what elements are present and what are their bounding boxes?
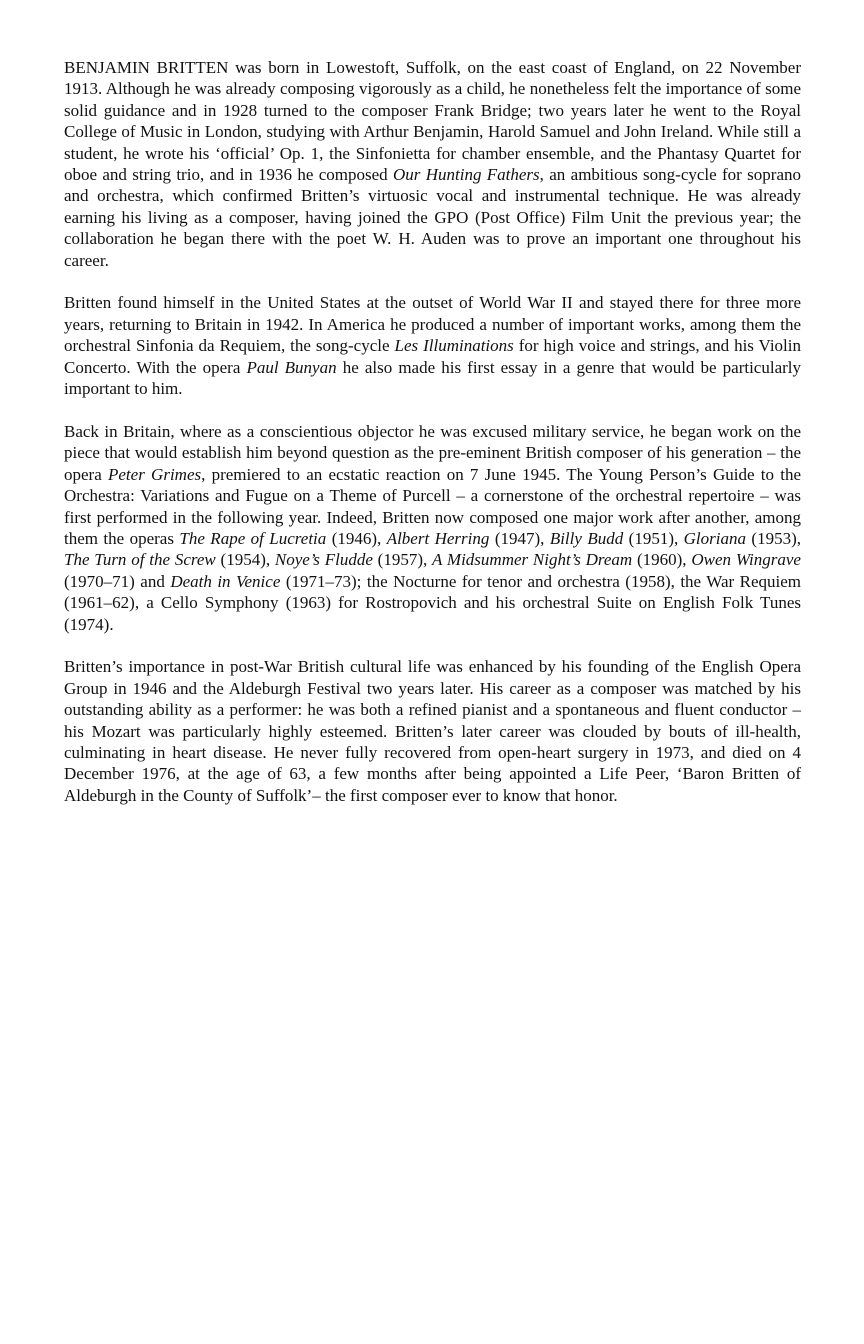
work-title: Paul Bunyan xyxy=(246,357,337,377)
text-segment: (1954), xyxy=(215,550,275,570)
biography-article xyxy=(64,57,801,806)
paragraph-4 xyxy=(64,656,801,806)
work-title: Owen Wingrave xyxy=(691,550,801,570)
text-segment: BENJAMIN BRITTEN was born in Lowestoft, Suffolk, on the east coast of England, on 22 November 1913. Although he was already composing vigorously as a child, he nonetheless felt the importance of some solid guidance and in 1928 turned to the composer Frank Bridge; two years later he went to the Royal College of Music in London, studying with Arthur Benjamin, Harold Samuel and John Ireland. While still a student, he wrote his ‘official’ Op. 1, the Sinfonietta for chamber ensemble, and the Phantasy Quartet for oboe and string trio, and in 1936 he composed xyxy=(64,58,801,185)
work-title: Les Illuminations xyxy=(394,336,514,356)
work-title: The Rape of Lucretia xyxy=(179,528,327,548)
text-segment: (1951), xyxy=(623,528,684,548)
text-segment: (1946), xyxy=(326,528,387,548)
text-segment: (1971–73); the Nocturne for tenor and orchestra (1958), the War Requiem (1961–62), a Cello Symphony (1963) for Rostropovich and his orchestral Suite on English Folk Tunes (1974). xyxy=(64,571,801,634)
text-segment: he also made his first essay in a genre that would be particularly important to him. xyxy=(64,357,802,399)
text-segment: (1947), xyxy=(489,528,550,548)
text-segment: Back in Britain, where as a conscientious objector he was excused military service, he began work on the piece that would establish him beyond question as the pre-eminent British composer of his generation – the opera xyxy=(64,421,801,484)
text-segment: (1957), xyxy=(372,550,433,570)
work-title: The Turn of the Screw xyxy=(64,550,216,570)
text-segment: , premiered to an ecstatic reaction on 7 June 1945. The Young Person’s Guide to the Orchestra: Variations and Fugue on a Theme of Purcell – a cornerstone of the orchestral repertoire – was first performed in the following year. Indeed, Britten now composed one major work after another, among them the operas xyxy=(64,464,801,548)
text-segment: Britten found himself in the United States at the outset of World War II and stayed there for three more years, returning to Britain in 1942. In America he produced a number of important works, among them the orchestral Sinfonia da Requiem, the song-cycle xyxy=(64,293,801,356)
text-segment: (1960), xyxy=(632,550,692,570)
text-segment: Britten’s importance in post-War British cultural life was enhanced by his founding of the English Opera Group in 1946 and the Aldeburgh Festival two years later. His career as a composer was matched by his outstanding ability as a performer: he was both a refined pianist and a spontaneous and fluent conductor – his Mozart was particularly highly esteemed. Britten’s later career was clouded by bouts of ill-health, culminating in heart disease. He never fully recovered from open-heart surgery in 1973, and died on 4 December 1976, at the age of 63, a few months after being appointed a Life Peer, ‘Baron Britten of Aldeburgh in the County of Suffolk’– the first composer ever to know that honor. xyxy=(64,657,801,805)
work-title: Peter Grimes xyxy=(108,464,202,484)
work-title: A Midsummer Night’s Dream xyxy=(432,550,633,570)
text-segment: for high voice and strings, and his Violin Concerto. With the opera xyxy=(64,336,801,377)
work-title: Death in Venice xyxy=(170,571,281,591)
work-title: Noye’s Fludde xyxy=(274,550,373,570)
text-segment: (1953), xyxy=(746,528,801,548)
work-title: Albert Herring xyxy=(386,528,490,548)
work-title: Gloriana xyxy=(683,528,746,548)
text-segment: , an ambitious song-cycle for soprano and orchestra, which confirmed Britten’s virtuosic vocal and instrumental technique. He was already earning his living as a composer, having joined the GPO (Post Office) Film Unit the previous year; the collaboration he began there with the poet W. H. Auden was to prove an important one throughout his career. xyxy=(64,165,802,270)
work-title: Billy Budd xyxy=(549,528,624,548)
text-segment: (1970–71) and xyxy=(64,571,171,591)
paragraph-1 xyxy=(64,57,801,271)
paragraph-3 xyxy=(64,421,801,635)
work-title: Our Hunting Fathers xyxy=(392,165,540,185)
paragraph-2 xyxy=(64,292,801,399)
